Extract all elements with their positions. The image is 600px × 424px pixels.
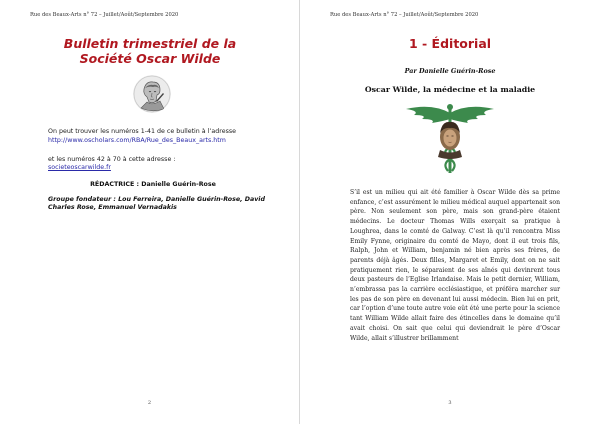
article-title: Oscar Wilde, la médecine et la maladie xyxy=(364,85,536,94)
founders-group: Groupe fondateur : Lou Ferreira, Danielle Guérin-Rose, David Charles Rose, Emmanuel Vernadakis xyxy=(48,196,265,211)
redactrice-line: RÉDACTRICE : Danielle Guérin-Rose xyxy=(90,181,216,188)
article-body: S’il est un milieu qui ait été familier à Oscar Wilde dès sa prime enfance, c’est assurément le milieu médical auquel appartenait son père. Non seulement son père, mais son grand-père étaient médecins. Le docteur Thomas Wills exerçait sa pratique à Loughrea, dans le comté de Galway. C’est là qu’il rencontra Miss Emily Fynne, originaire du comté de Mayo, dont il eut trois fils, Ralph, John et William, benjamin né bien après ses frères, de parents déjà âgés. Deux filles, Margaret et Emily, dont on ne sait pratiquement rien, le séparaient de ses aînés qui devinrent tous deux pasteurs de l’Eglise Irlandaise. Mais le petit dernier, William, n’embrassa pas la carrière ecclésiastique, et préféra marcher sur les pas de son père en devenant lui aussi médecin. Bien lui en prit, car l’option d’une toute autre voie eût été une perte pour la science tant William Wilde allait faire des étincelles dans le domaine qu’il avait choisi. On sait que celui qui deviendrait le père d’Oscar Wilde, allait s’illustrer brillamment xyxy=(350,189,560,342)
running-head-right: Rue des Beaux-Arts n° 72 – Juillet/Août/Septembre 2020 xyxy=(330,12,479,18)
society-link[interactable]: societeoscarwilde.fr xyxy=(48,164,111,171)
bulletin-title-line-1: Bulletin trimestriel de la xyxy=(63,36,237,51)
second-link-wrapper xyxy=(48,164,278,172)
byline: Par Danielle Guérin-Rose xyxy=(404,67,496,75)
archive-link[interactable]: http://www.oscholars.com/RBA/Rue_des_Beaux_arts.htm xyxy=(48,137,226,144)
caduceus-wilde-illustration xyxy=(402,101,498,175)
caduceus-icon xyxy=(402,101,498,175)
second-text: et les numéros 42 à 70 à cette adresse : xyxy=(48,156,176,163)
running-head-left: Rue des Beaux-Arts n° 72 – Juillet/Août/Septembre 2020 xyxy=(30,12,179,18)
right-page xyxy=(300,0,600,424)
bulletin-title xyxy=(40,36,260,66)
intro-link-wrapper xyxy=(48,137,278,145)
oscar-wilde-sketch-portrait xyxy=(133,75,171,113)
portrait-sketch-icon xyxy=(133,75,171,113)
page-number-right: 3 xyxy=(448,400,452,406)
intro-text: On peut trouver les numéros 1-41 de ce bulletin à l’adresse xyxy=(48,128,237,135)
section-title: 1 - Éditorial xyxy=(408,36,492,51)
bulletin-title-line-2: Société Oscar Wilde xyxy=(79,51,221,66)
page-number-left: 2 xyxy=(147,400,152,406)
